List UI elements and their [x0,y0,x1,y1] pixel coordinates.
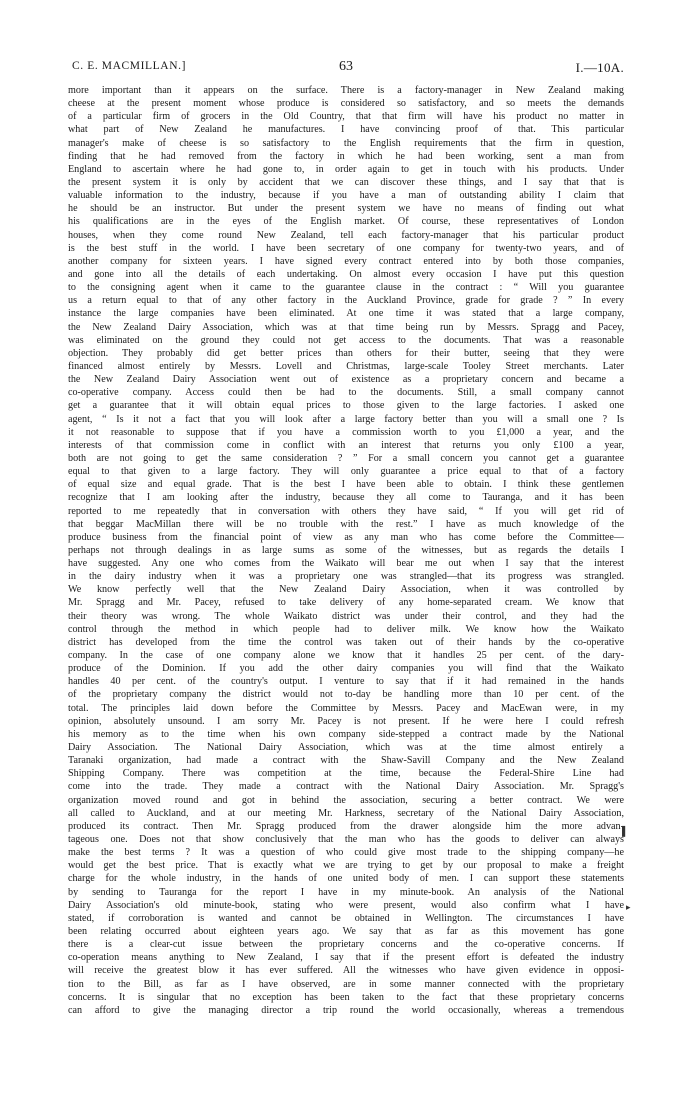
body-text [68,84,624,1017]
text-line: perhaps not through dealings in as large sums as some of the witnesses, but as regards the details I [68,544,624,556]
text-line: concerns. It is singular that no exception has been taken to the fact that these proprietary concerns [68,991,624,1003]
text-line: by sending to Tauranga for the report I have in my minute-book. An analysis of the National [68,886,624,898]
text-line: would get the best price. That is exactly what we are trying to get by our proposal to make a freight [68,860,624,872]
text-line: his memory as to the time when his own company side-stepped a contract made by the National [68,728,624,740]
text-line: reported to me repeatedly that in conversation with others they have said, “ If you will get rid of [68,505,624,517]
text-line: objection. They probably did get better prices than others for their butter, seeing that they were [68,347,624,359]
document-page [68,60,624,1017]
text-line: houses, when they come round New Zealand, tell each factory-manager that his particular product [68,229,624,241]
text-line: district has developed from the time the control was taken out of their hands by the co-operative [68,636,624,648]
text-line: and gone into all the details of each undertaking. On almost every occasion I have put this question [68,268,624,280]
text-line: equal to that given to a large factory. They will only guarantee a price equal to that of a factory [68,466,624,478]
text-line: more important than it appears on the surface. There is a factory-manager in New Zealand making [68,85,624,96]
text-line: produced its contract. Then Mr. Spragg produced from the drawer alongside him the more advan- [68,820,624,832]
text-line: handles 40 per cent. of the country's output. I venture to say that if it had remained in the hands [68,676,624,688]
text-line: get a guarantee that it will obtain equal prices to those given to the large factories. I asked one [68,400,624,412]
text-line: England to ascertain where he had gone to, in order again to get in touch with his products. Under [68,163,624,175]
text-line: tion to the Bill, as far as I have observed, are in some manner connected with the proprietary [68,978,624,990]
text-line: total. The principles laid down before the Committee by Messrs. Pacey and MacEwan were, in my [68,702,624,714]
text-line: come into the trade. They made a contract with the National Dairy Association. Mr. Spragg's [68,781,624,793]
text-line: make the best terms ? It was a question of who could give most trade to the shipping company—he [68,847,624,859]
text-line: of a particular firm of grocers in the Old Country, that that firm will have his product no matter in [68,111,624,123]
text-line: finding that he had removed from the factory in which he had been working, sent a man from [68,150,624,162]
text-line: charge for the whole industry, in the hands of one united body of men. I can support these statements [68,873,624,885]
text-line: valuable information to the industry, because if you have a man of outstanding ability I claim that [68,190,624,202]
text-line: financed almost entirely by Messrs. Lovell and Christmas, large-scale Tooley Street merchants. Later [68,360,624,372]
text-line: the New Zealand Dairy Association went out of existence as a proprietary concern and became a [68,374,624,386]
text-line: stated, if corroboration is wanted and cannot be obtained in Wellington. The circumstances I have [68,912,624,924]
text-line: to the consigning agent when it came to the guarantee clause in the contract : “ Will you guarantee [68,282,624,294]
text-line: cheese at the present moment whose produce is considered so satisfactory, and so meets the demands [68,98,624,110]
text-line: his qualifications are in the eyes of the English market. Of course, these representatives of London [68,216,624,228]
text-line: produce business from the financial point of view as any man who has come before the Committee— [68,531,624,543]
text-line: Dairy Association's old minute-book, stating who were present, would also confirm what I have [68,899,624,911]
text-line: he should be an instructor. But under the present system we have no means of finding out what [68,203,624,215]
text-line: interests of that commission come in conflict with an interest that returns you only £100 a year, [68,439,624,451]
text-line: tageous one. Does not that show conclusively that the man who has the goods to deliver can always [68,834,624,846]
text-line: Taranaki organization, had made a contract with the Shaw-Savill Company and the New Zealand [68,755,624,767]
text-line: what part of New Zealand he manufactures. I have convincing proof of that. This particular [68,124,624,136]
text-line: can afford to give the managing director a trip round the world occasionally, whereas a tremendous [68,1004,624,1016]
text-line: of equal size and equal grade. That is the best I have been able to obtain. I think these gentlemen [68,479,624,491]
text-line: it not reasonable to suppose that if you have a commission worth to you £1,000 a year, and the [68,426,624,438]
running-header [68,60,624,78]
text-line: will receive the greatest blow it has ever suffered. All the witnesses who have given evidence in opposi- [68,965,624,977]
text-line: that beggar MacMillan there will be no trouble with the rest.” I have as much knowledge of the [68,518,624,530]
text-line: there is a clear-cut issue between the proprietary concerns and the co-operative concerns. If [68,939,624,951]
text-line: co-operative company. Access could then be had to the documents. Still, a small company cannot [68,387,624,399]
text-line: us a return equal to that of any other factory in the Auckland Province, grade for grade ? ” In every [68,295,624,307]
margin-mark-icon: ▌ [622,826,629,836]
document-reference: I.—10A. [575,60,624,75]
text-line: company. In the case of one company alone we know that it handles 25 per cent. of the dary- [68,650,624,662]
text-line: the present system it is only by accident that we can discover these things, and I say that that is [68,176,624,188]
text-line: their theory was wrong. The whole Waikato district was under their control, and they had the [68,610,624,622]
text-line: another company for sixteen years. I have signed every contract entered into by both those companies, [68,255,624,267]
text-line: manager's make of cheese is so satisfactory to the English requirements that the firm in question, [68,137,624,149]
text-line: have suggested. Any one who comes from the Waikato will bear me out when I say that the interest [68,558,624,570]
text-line: in the dairy industry when it was a proprietary one was strangled—that its progress was strangled. [68,571,624,583]
page-number: 63 [339,59,353,74]
text-line: was eliminated on the ground they could not get access to the documents. That was a reasonable [68,334,624,346]
text-line: co-operation means anything to New Zealand, I say that if the present effort is defeated the industry [68,952,624,964]
text-line: is the best stuff in the world. I have been secretary of one company for twenty-two years, and of [68,242,624,254]
header-speaker: C. E. MACMILLAN.] [72,60,187,72]
text-line: opinion, absolutely unsound. I am sorry Mr. Pacey is not present. If he were here I could refresh [68,715,624,727]
text-line: of the proprietary company the district would not to-day be handling more than 10 per cent. of the [68,689,624,701]
text-line: been relating occurred about eighteen years ago. We say that as far as this movement has gone [68,926,624,937]
text-line: organization moved round and got in behind the association, securing a better contract. We were [68,794,624,806]
text-line: agent, “ Is it not a fact that you will look after a large factory better than you will a small one ? Is [68,413,624,425]
text-line: control through the method in which people had to deliver milk. We know how the Waikato [68,623,624,635]
text-line: recognize that I am looking after the industry, because they all come to Tauranga, and it has been [68,492,624,504]
text-line: the New Zealand Dairy Association, which was at that time being run by Messrs. Spragg and Pacey, [68,321,624,333]
text-line: both are not going to get the same consideration ? ” For a small concern you cannot get a guarantee [68,452,624,464]
margin-arrow-icon: ▸ [626,902,631,912]
text-line: all called to Auckland, and at our meeting Mr. Harkness, secretary of the National Dairy Association, [68,807,624,819]
text-line: instance the large companies have been eliminated. At one time it was stated that a large company, [68,308,624,320]
text-line: Shipping Company. There was competition at the time, because the Federal-Shire Line had [68,768,624,780]
text-line: We know perfectly well that the New Zealand Dairy Association, when it was controlled by [68,584,624,596]
text-line: produce of the Dominion. If you add the other dairy companies you will find that the Waikato [68,663,624,675]
text-line: Dairy Association. The National Dairy Association, which was at the time almost entirely a [68,742,624,754]
text-line: Mr. Spragg and Mr. Pacey, refused to take delivery of any home-separated cream. We know that [68,597,624,609]
